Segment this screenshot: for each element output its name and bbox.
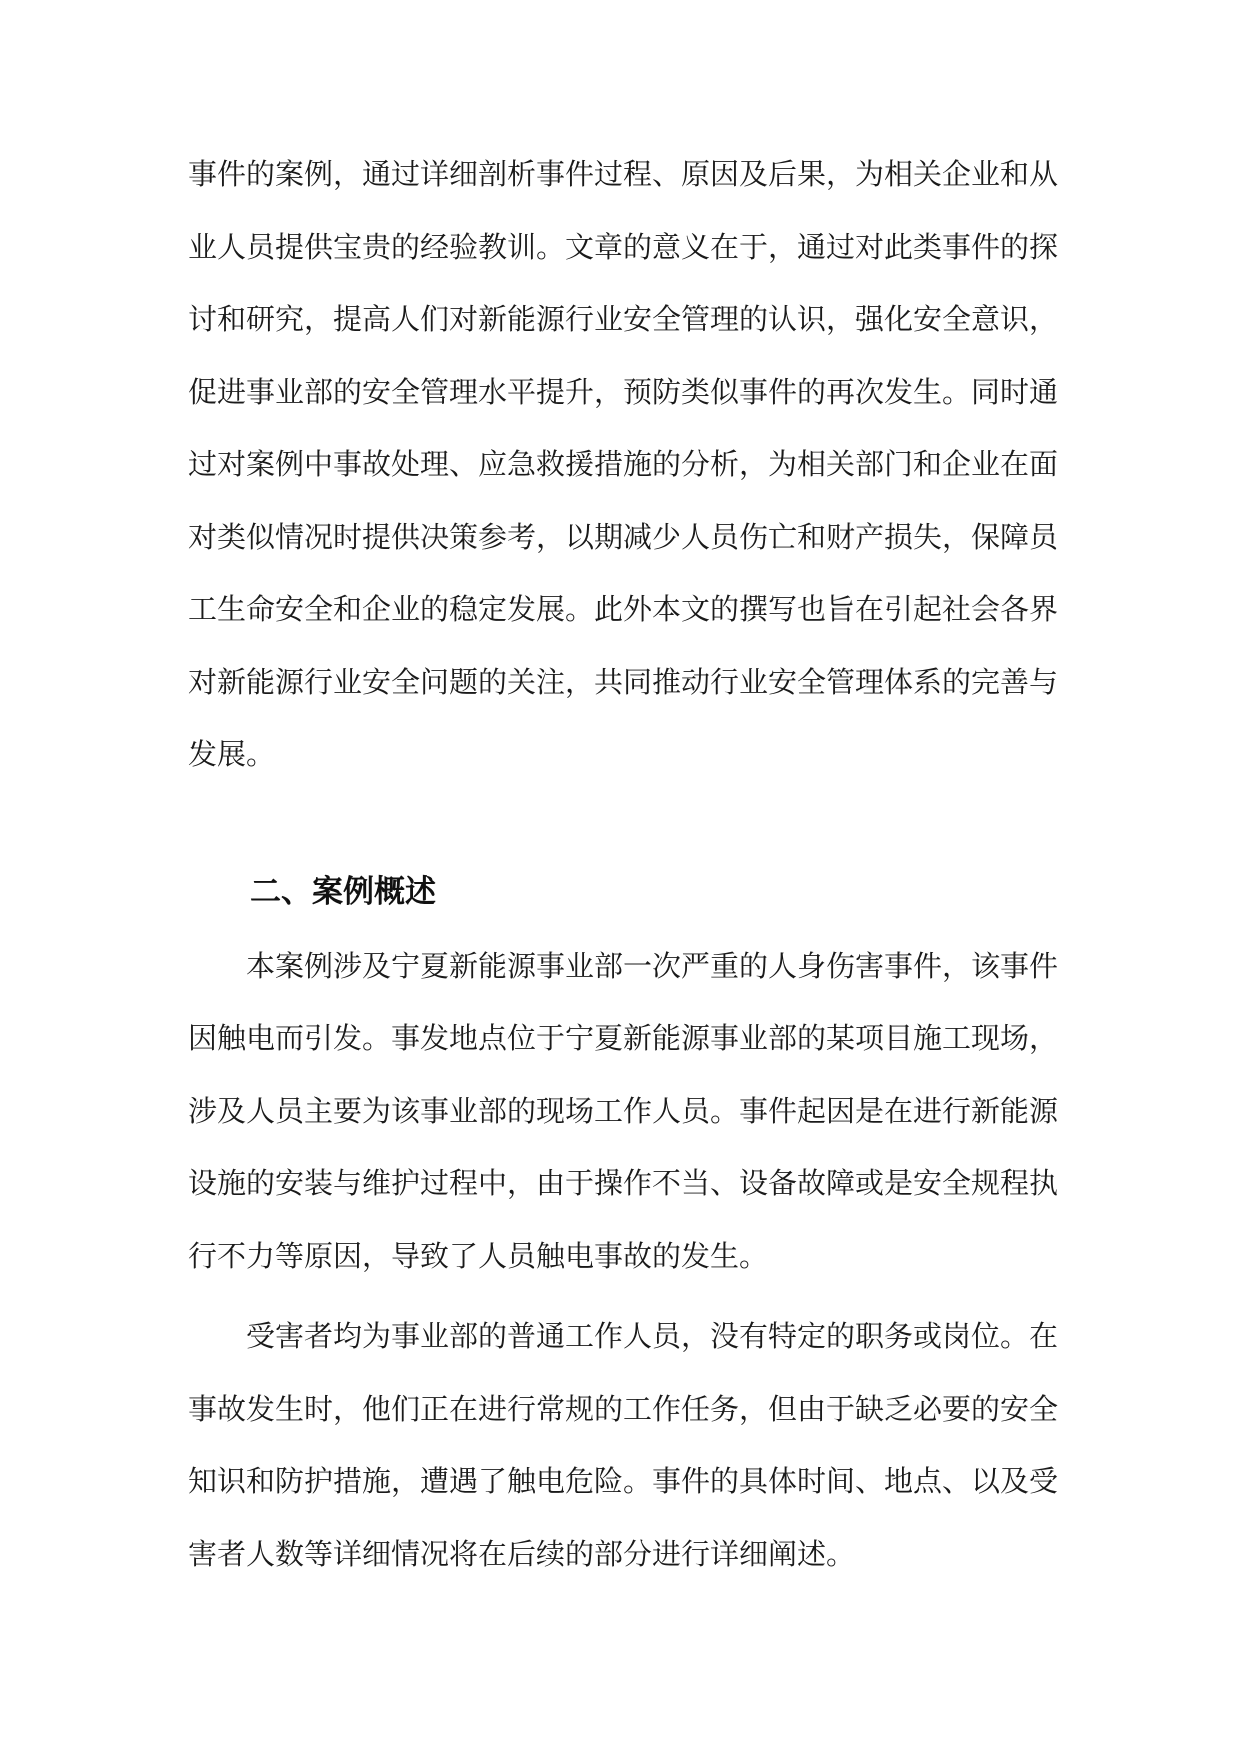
intro-paragraph: 事件的案例，通过详细剖析事件过程、原因及后果，为相关企业和从业人员提供宝贵的经验教训。文章的意义在于，通过对此类事件的探讨和研究，提高人们对新能源行业安全管理的认识，强化安全意识，促进事业部的安全管理水平提升，预防类似事件的再次发生。同时通过对案例中事故处理、应急救援措施的分析，为相关部门和企业在面对类似情况时提供决策参考，以期减少人员伤亡和财产损失，保障员工生命安全和企业的稳定发展。此外本文的撰写也旨在引起社会各界对新能源行业安全问题的关注，共同推动行业安全管理体系的完善与发展。 — [188, 157, 1059, 771]
victims-paragraph: 受害者均为事业部的普通工作人员，没有特定的职务或岗位。在事故发生时，他们正在进行常规的工作任务，但由于缺乏必要的安全知识和防护措施，遭遇了触电危险。事件的具体时间、地点、以及受害者人数等详细情况将在后续的部分进行详细阐述。 — [188, 1319, 1059, 1571]
section-heading: 二、案例概述 — [250, 873, 436, 910]
overview-paragraph: 本案例涉及宁夏新能源事业部一次严重的人身伤害事件，该事件因触电而引发。事发地点位于宁夏新能源事业部的某项目施工现场，涉及人员主要为该事业部的现场工作人员。事件起因是在进行新能源设施的安装与维护过程中，由于操作不当、设备故障或是安全规程执行不力等原因，导致了人员触电事故的发生。 — [188, 948, 1059, 1273]
document-body — [188, 138, 1058, 1590]
